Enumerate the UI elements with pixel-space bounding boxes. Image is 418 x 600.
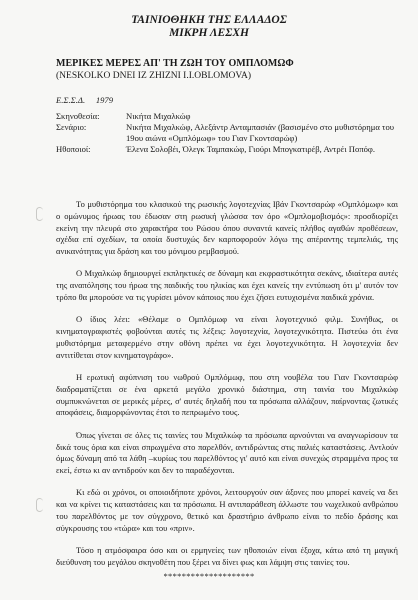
- document-header: [0, 14, 418, 40]
- film-credits: [56, 111, 406, 155]
- credit-label: Σενάριο:: [56, 122, 87, 132]
- credit-value: Νικήτα Μιχαλκώφ: [126, 111, 191, 121]
- credit-value: Έλενα Σολοβέι, Όλεγκ Ταμπακώφ, Γιούρι Μπογκατιρέβ, Αντρέι Ποπόφ.: [126, 144, 375, 154]
- credit-label: Σκηνοθεσία:: [56, 111, 100, 121]
- body-paragraph: Τόσο η ατμόσφαιρα όσο και οι ερμηνείες των ηθοποιών είναι έξοχα, κάτω από τη μαγική διεύθυνση του μεγάλου σκηνοθέτη που ξέρει να δίνει φως και λάμψη στις ταινίες του.: [56, 545, 398, 567]
- credit-label: Ηθοποιοί:: [56, 144, 91, 154]
- body-paragraph: Η ερωτική αφύπνιση του νωθρού Ομπλόμωφ, που στη νουβέλα του Γιαν Γκοντσαρώφ διαδραματίζεται σε ένα αρκετά μεγάλο χρονικό διάστημα, στη ταινία του Μιχαλκώφ συμπυκνώνεται σε μερικές μέρες, σ' αυτές δηλαδή που τα πρόσωπα αλλάζουν, παίρνοντας ζωτικές αποφάσεις, διαμορφώνοντας έτσι το πεπρωμένο τους.: [56, 372, 398, 418]
- review-body: [56, 199, 398, 579]
- body-paragraph: Το μυθιστόρημα του κλασικού της ρωσικής λογοτεχνίας Ιβάν Γκοντσαρώφ «Ομπλόμωφ» και ο ομώνυμος ήρωας του έδωσαν στη ρωσική γλώσσα τον όρο «Ομπλομοβισμός»: προσδιορίζει εκείνη την πλευρά στο χαρακτήρα του Ρώσου όπου συναντά κανείς πλήθος αγαθών προθέσεων, σχέδια επί σχεδίων, τα οποία δυστυχώς δεν καρποφορούν λόγω της απέραντης τεμπελιάς, της ανικανότητας για δράση και του μόνιμου ρεμβασμού.: [56, 199, 398, 257]
- credit-row-director: [56, 111, 406, 122]
- punch-hole: [36, 207, 43, 221]
- credit-row-screenplay: [56, 122, 406, 144]
- credit-row-cast: [56, 144, 406, 155]
- header-club: ΜΙΚΡΗ ΛΕΣΧΗ: [169, 27, 249, 39]
- body-paragraph: Κι εδώ οι χρόνοι, οι οποιοιδήποτε χρόνοι, λειτουργούν σαν άξονες που μπορεί κανείς να δει και να κρίνει τις καταστάσεις και τα πρόσωπα. Η αντιπαράθεση άλλωστε του νωχελικού ανθρώπου του παρελθόντος με τον σύγχρονο, θετικό και δραστήριο άνθρωπο είναι το πεδίο δράσης και σύγκρουσης του «τώρα» και του «πριν».: [56, 487, 398, 533]
- body-paragraph: Ο ίδιος λέει: «Θέλαμε ο Ομπλόμωφ να είναι λογοτεχνικό φιλμ. Συνήθως, οι κινηματογραφιστές φοβούνται αυτές τις λέξεις: λογοτεχνία, λογοτεχνικότητα. Πιστεύω ότι ένα μυθιστόρημα μεταφερμένο στην οθόνη πρέπει να έχει λογοτεχνικότητα. Η λογοτεχνία δεν αντιτίθεται στον κινηματογράφο».: [56, 314, 398, 360]
- header-organization: ΤΑΙΝΙΟΘΗΚΗ ΤΗΣ ΕΛΛΑΔΟΣ: [131, 14, 287, 26]
- body-paragraph: Όπως γίνεται σε όλες τις ταινίες του Μιχαλκώφ τα πρόσωπα αρνούνται να αναγνωρίσουν τα δικά τους όρια και είναι σπρωγμένα στο παρελθόν, αντιδρώντας στις παλιές καταστάσεις. Αντλούν όμως δύναμη από τα λάθη –κυρίως του παρελθόντος γι' αυτό και είναι συνεχώς στραμμένα προς τα εκεί, έστω κι αν αντιδρούν και δεν το παραδέχονται.: [56, 429, 398, 476]
- film-title-block: [56, 58, 396, 82]
- film-title: ΜΕΡΙΚΕΣ ΜΕΡΕΣ ΑΠ' ΤΗ ΖΩΗ ΤΟΥ ΟΜΠΛΟΜΩΦ: [56, 58, 294, 69]
- credit-value: Νικήτα Μιχαλκώφ, Αλεξάντρ Ανταμπασιάν (βασισμένο στο μυθιστόρημα του 19ου αιώνα «Ομπλόμωφ» του Γιαν Γκοντσαρώφ): [126, 122, 395, 143]
- body-paragraph: Ο Μιχαλκώφ δημιουργεί εκπληκτικές σε δύναμη και εκφραστικότητα σεκάνς, ιδιαίτερα αυτές της αναπόλησης του ήρωα της παιδικής του ηλικίας και έχει κανείς την εντύπωση ότι μ' αυτόν τον τρόπο θα μπορούσε να τις γυρίσει μόνον κάποιος που έχει ζήσει ευτυχισμένα παιδικά χρόνια.: [56, 268, 398, 303]
- punch-hole: [36, 498, 43, 512]
- footer-separator: ********************: [163, 571, 255, 581]
- film-original-title: (NESKOLKO DNEI IZ ZHIZNI I.I.OBLOMOVA): [56, 71, 252, 81]
- film-country-year: Ε.Σ.Σ.Δ. 1979: [56, 95, 114, 105]
